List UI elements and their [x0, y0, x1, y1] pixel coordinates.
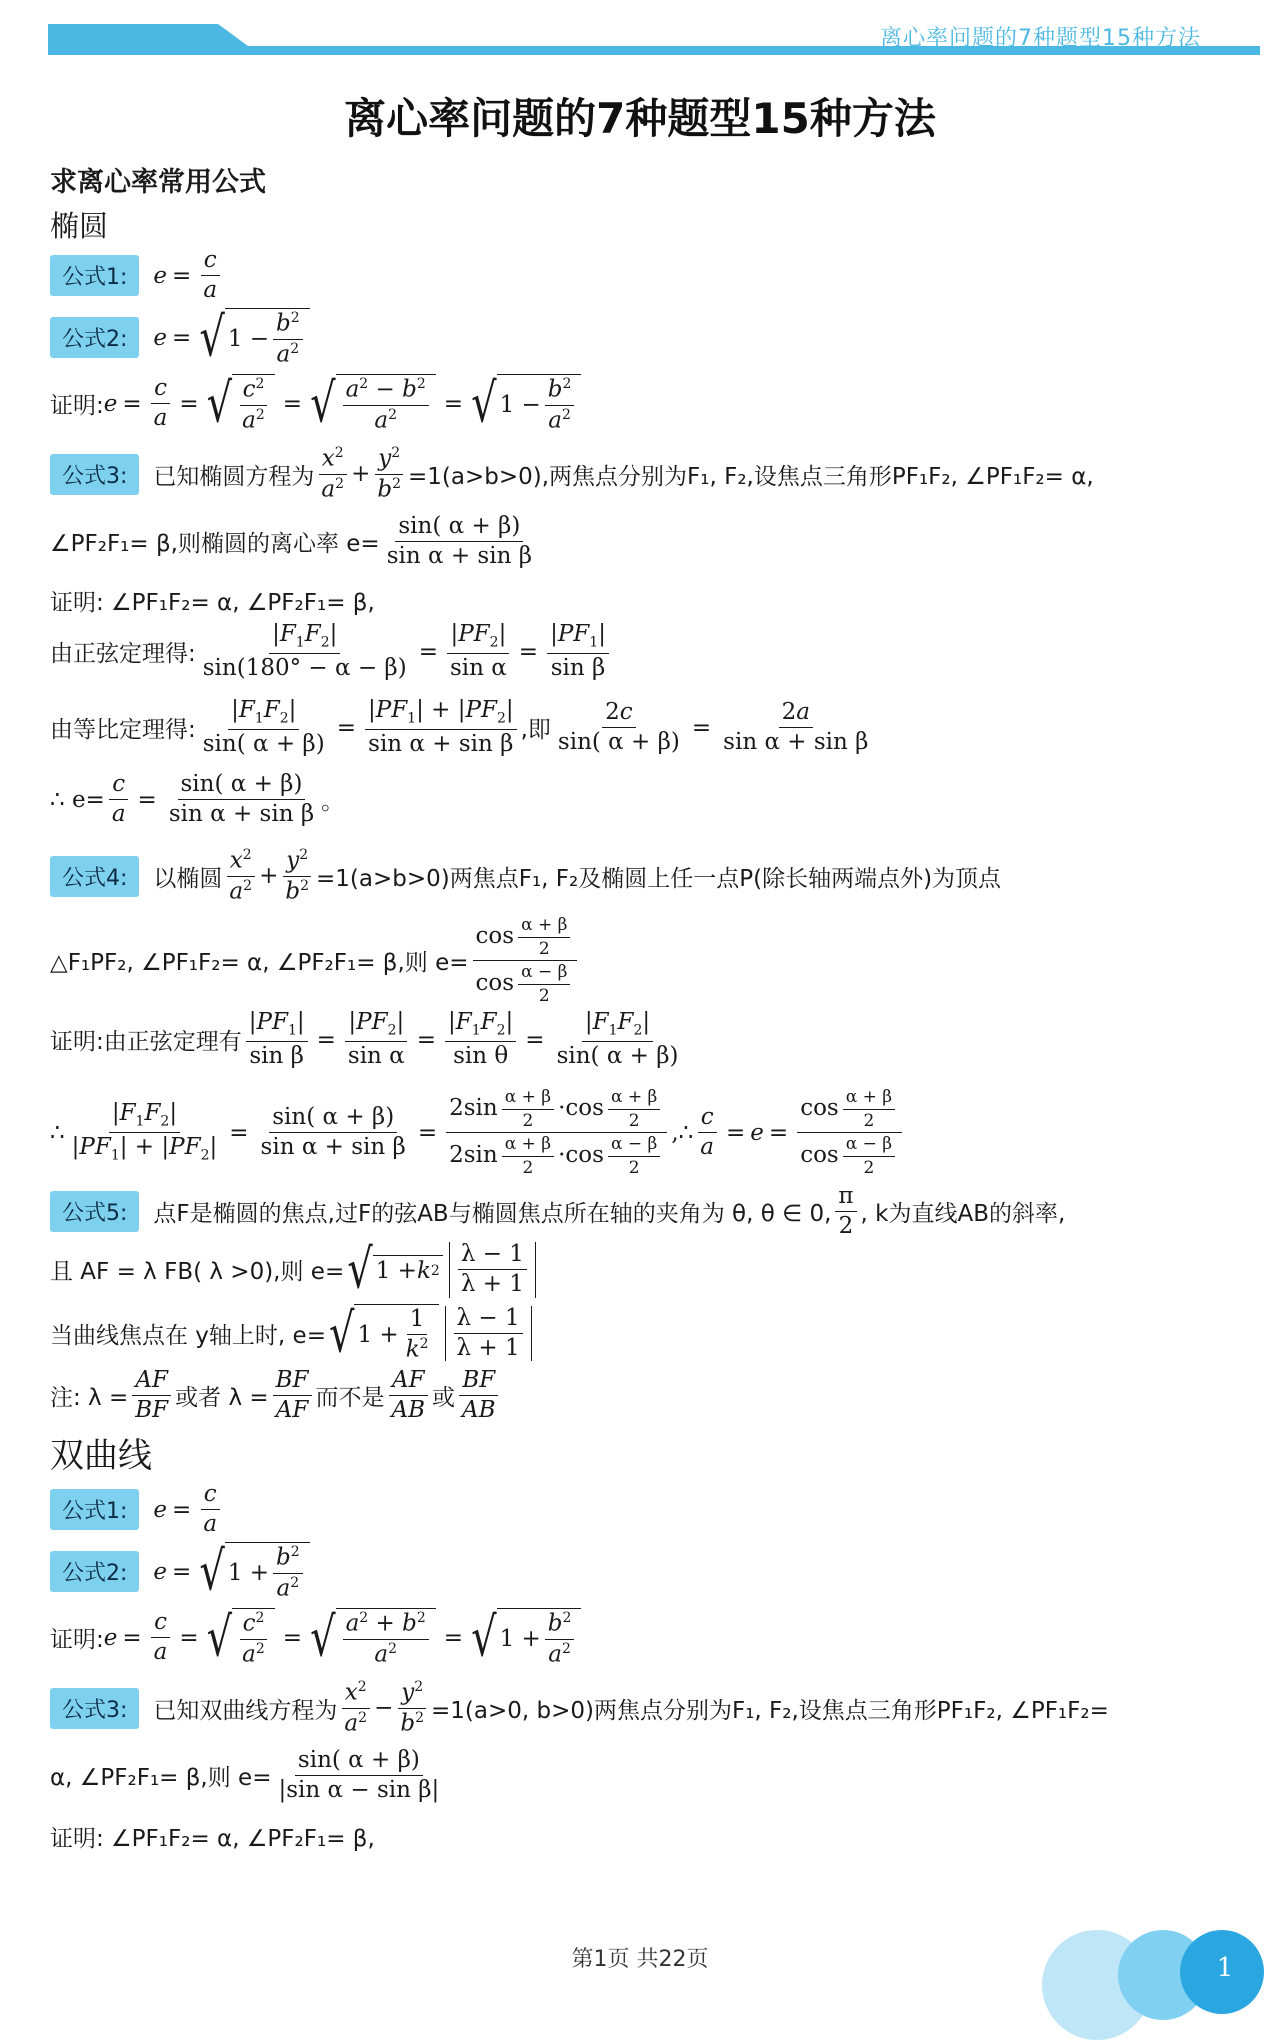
ellipse-f3-conclusion: ∴ e= $\frac{c}{a}$ = $\frac{\sin( \alpha + \beta)}{\text{sin α + sin β}}$ 。 — [50, 771, 345, 828]
ellipse-ratio-law: 由等比定理得: $\frac{|F_1F_2|}{\sin( \alpha + \beta)}$ = $\frac{|PF_1| + |PF_2|}{\text{sin α + sin β}}$ ,即 $\frac{2c}{\sin( \alpha + \beta)}$ = $\frac{2a}{\text{sin α + sin β}}$ — [50, 697, 869, 757]
ellipse-f4-proof: 证明:由正弦定理有 $\frac{|PF_1|}{\text{sin β}}$ = $\frac{|PF_2|}{\text{sin α}}$ = $\frac{|F_1F_2|}{\text{sin θ}}$ = $\frac{|F_1F_2|}{\sin( \alpha + \beta)}$ — [50, 1009, 679, 1069]
ellipse-f3-proof — [50, 584, 1256, 617]
hyperbola-formula-2: 公式2: e = √ 1 + $\frac{b^2}{a^2}$ — [50, 1542, 1256, 1602]
f5-line2: 且 AF = λ FB( λ >0),则 e= — [50, 1259, 345, 1286]
badge: 公式4: — [50, 856, 139, 897]
ellipse-formula-5-line3: 当曲线焦点在 y轴上时, e= √ 1 + $\frac{1}{k^2}$ $\frac{\lambda - 1}{\lambda + 1}$ — [50, 1304, 1256, 1363]
ellipse-formula-4-line2: △F₁PF₂, ∠PF₁F₂= α, ∠PF₂F₁= β,则 e= cos $\frac{\alpha + \beta}{2}$ cos $\frac{\alpha - \beta}{2}$ — [50, 916, 1256, 1006]
hyperbola-formula-3-line2: α, ∠PF₂F₁= β,则 e= $\frac{\sin( \alpha + \beta)}{\text{|sin α − sin β|}}$ — [50, 1747, 440, 1804]
hyperbola-formula-1: 公式1: e = $\frac{c}{a}$ — [50, 1482, 1256, 1538]
note-pre: 注: λ = — [50, 1385, 129, 1412]
badge: 公式2: — [50, 1551, 139, 1592]
page-title: 离心率问题的7种题型15种方法 — [344, 94, 936, 143]
period: 。 — [321, 789, 345, 816]
hyperbola-f3-proof — [50, 1820, 1256, 1853]
ellipse-f4-derivation: ∴ $\frac{|F_1F_2|}{|PF_1| + |PF_2|}$ = $\frac{\sin( \alpha + \beta)}{\text{sin α + sin β}}$ = 2sin $\frac{\alpha + \beta}{2}$ ·cos $\frac{\alpha + \beta}{2}$ 2sin $\frac{\alpha + \beta}{2}$ ·cos $\frac{\alpha - \beta}{2}$ ,∴ $\frac{c}{a}$ = e = cos $\frac{\alpha + \beta}{2}$ cos $\frac{\alpha - \beta}{2}$ — [50, 1088, 1256, 1178]
badge: 公式3: — [50, 454, 139, 495]
note-or2: 或 — [432, 1385, 456, 1412]
h3-condition: =1(a>0, b>0)两焦点分别为F₁, F₂,设焦点三角形PF₁F₂, ∠PF₁F₂= — [431, 1697, 1109, 1724]
ellipse-sine-law: 由正弦定理得: $\frac{|F_1F_2|}{\sin(180^\circ - \alpha - \beta)}$ = $\frac{|PF_2|}{\text{sin α}}$ = $\frac{|PF_1|}{\text{sin β}}$ — [50, 622, 1256, 681]
badge: 公式1: — [50, 255, 139, 296]
proof-label: 证明: — [50, 1627, 104, 1654]
ratio-law-label: 由等比定理得: — [50, 717, 196, 744]
f3-condition: =1(a>b>0),两焦点分别为F₁, F₂,设焦点三角形PF₁F₂, ∠PF₁F₂= α, — [408, 463, 1094, 490]
h3-pre: 已知双曲线方程为 — [153, 1697, 338, 1724]
badge: 公式3: — [50, 1688, 139, 1729]
f3-proof: 证明: ∠PF₁F₂= α, ∠PF₂F₁= β, — [50, 590, 375, 616]
ji-label: ,即 — [520, 717, 551, 744]
f3-line2: ∠PF₂F₁= β,则椭圆的离心率 e= — [50, 531, 380, 558]
page-footer: 第1页 共22页 — [571, 1947, 709, 1972]
hyperbola-heading: 双曲线 — [50, 1436, 152, 1476]
ellipse-proof-2: 证明: e = $\frac{c}{a}$ = √ $\frac{c^2}{a^2}$ = √ $\frac{a^2 - b^2}{a^2}$ = √ 1 − $\frac{b^2}{a^2}$ — [50, 374, 1256, 434]
ellipse-formula-5: 公式5: 点F是椭圆的焦点,过F的弦AB与椭圆焦点所在轴的夹角为 θ, θ ∈ 0, $\frac{\pi}{2}$ , k为直线AB的斜率, — [50, 1184, 1256, 1240]
f4-post: =1(a>b>0)两焦点F₁, F₂及椭圆上任一点P(除长轴两端点外)为顶点 — [316, 865, 1002, 892]
note-or1: 或者 λ = — [175, 1385, 269, 1412]
badge: 公式1: — [50, 1489, 139, 1530]
section-heading: 求离心率常用公式 — [50, 167, 266, 198]
hyperbola-formula-3: 公式3: 已知双曲线方程为 $\frac{x^2}{a^2}$ − $\frac{y^2}{b^2}$ =1(a>0, b>0)两焦点分别为F₁, F₂,设焦点三角形PF₁F₂, ∠PF₁F₂= — [50, 1680, 1256, 1737]
proof-label: 证明: — [50, 393, 104, 420]
sine-law-label: 由正弦定理得: — [50, 641, 196, 668]
f4-line2: △F₁PF₂, ∠PF₁F₂= α, ∠PF₂F₁= β,则 e= — [50, 950, 469, 977]
h3-proof: 证明: ∠PF₁F₂= α, ∠PF₂F₁= β, — [50, 1826, 375, 1852]
ellipse-formula-3: 公式3: 已知椭圆方程为 $\frac{x^2}{a^2}$ + $\frac{y^2}{b^2}$ =1(a>b>0),两焦点分别为F₁, F₂,设焦点三角形PF₁F₂, ∠PF₁F₂= α, — [50, 446, 1256, 503]
hyperbola-proof-2: 证明: e = $\frac{c}{a}$ = √ $\frac{c^2}{a^2}$ = √ $\frac{a^2 + b^2}{a^2}$ = √ 1 + $\frac{b^2}{a^2}$ — [50, 1608, 1256, 1668]
page-number: 1 — [1216, 1953, 1234, 1983]
h3-line2: α, ∠PF₂F₁= β,则 e= — [50, 1765, 272, 1792]
f5-line3: 当曲线焦点在 y轴上时, e= — [50, 1323, 326, 1350]
badge: 公式5: — [50, 1191, 139, 1232]
f4-pre: 以椭圆 — [153, 865, 223, 892]
ellipse-formula-5-line2: 且 AF = λ FB( λ >0),则 e= √ 1 + k 2 $\frac{\lambda - 1}{\lambda + 1}$ — [50, 1242, 1256, 1298]
ellipse-formula-4: 公式4: 以椭圆 $\frac{x^2}{a^2}$ + $\frac{y^2}{b^2}$ =1(a>b>0)两焦点F₁, F₂及椭圆上任一点P(除长轴两端点外)为顶点 — [50, 848, 1256, 905]
ellipse-note: 注: λ = $\frac{AF}{BF}$ 或者 λ = $\frac{BF}{AF}$ 而不是 $\frac{AF}{AB}$ 或 $\frac{BF}{AB}$ — [50, 1368, 1256, 1424]
ellipse-formula-3-line2: ∠PF₂F₁= β,则椭圆的离心率 e= $\frac{\sin( \alpha + \beta)}{\text{sin α + sin β}}$ — [50, 513, 532, 570]
running-title: 离心率问题的7种题型15种方法 — [880, 26, 1201, 51]
ellipse-formula-2: 公式2: e = √ 1 − $\frac{b^2}{a^2}$ — [50, 308, 1256, 368]
f5-text2: , k为直线AB的斜率, — [860, 1201, 1066, 1228]
therefore: ∴ e= — [50, 786, 105, 813]
ellipse-formula-1: 公式1: e = $\frac{c}{a}$ — [50, 248, 1256, 304]
note-not: 而不是 — [315, 1385, 385, 1412]
f3-text: 已知椭圆方程为 — [153, 463, 315, 490]
f4-proof-label: 证明:由正弦定理有 — [50, 1029, 242, 1056]
ellipse-heading: 椭圆 — [50, 209, 109, 243]
f5-text: 点F是椭圆的焦点,过F的弦AB与椭圆焦点所在轴的夹角为 θ, θ ∈ 0, — [153, 1201, 832, 1228]
badge: 公式2: — [50, 317, 139, 358]
